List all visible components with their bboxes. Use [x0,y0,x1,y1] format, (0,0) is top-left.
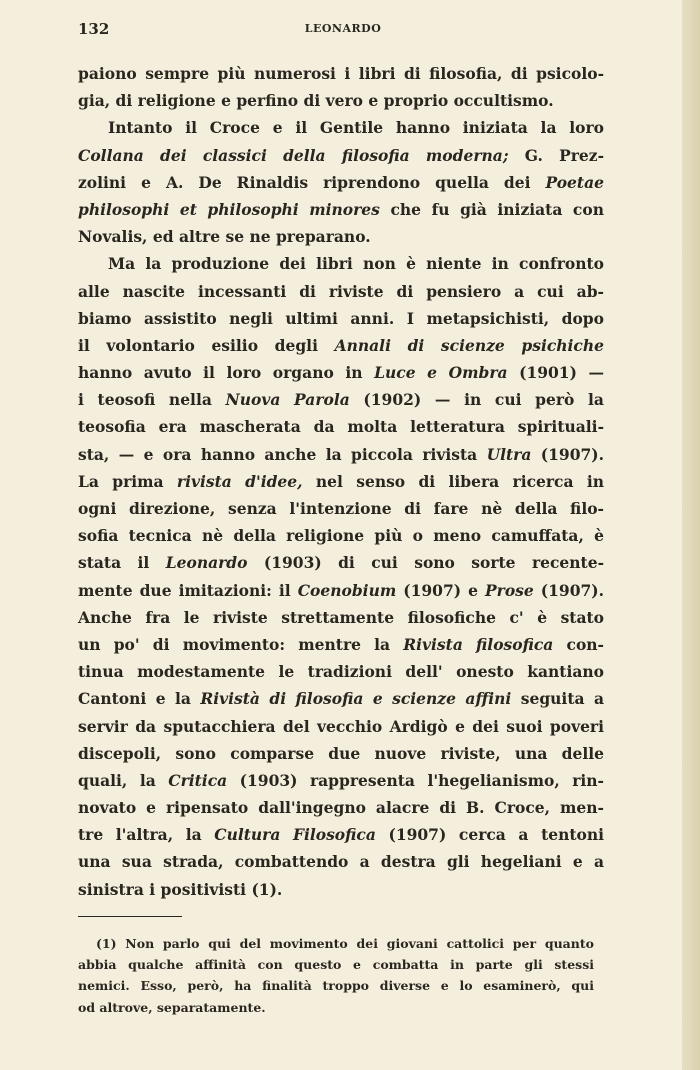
footnote-line: nemici. Esso, però, ha finalità troppo diverse e lo esaminerò, qui [78,978,594,994]
text-line: novato e ripensato dall'ingegno alacre di B. Croce, men- [78,798,604,818]
italic-title: Nuova Parola [225,390,350,410]
italic-title: Prose [485,580,534,600]
running-head-title: LEONARDO [304,22,382,35]
italic-title: Coenobium [297,580,397,600]
footnote-line: abbia qualche affinità con questo e combatta in parte gli stessi [78,957,594,973]
italic-title: rivista d'idee, [176,471,303,491]
text-line: sta, — e ora hanno anche la piccola rivista Ultra (1907). [78,444,604,464]
italic-title: Leonardo [165,553,248,573]
italic-title: philosophi et philosophi minores [78,199,380,219]
text-line: teosofia era mascherata da molta letteratura spirituali- [78,417,604,437]
text-line: discepoli, sono comparse due nuove riviste, una delle [78,743,604,763]
text-line: tre l'altra, la Cultura Filosofica (1907) cerca a tentoni [78,825,605,845]
text-line: philosophi et philosophi minores che fu già iniziata con [78,199,604,219]
footnote-divider [78,916,182,917]
footnote-line: (1) Non parlo qui del movimento dei giovani cattolici per quanto [96,936,594,951]
text-line: Ma la produzione dei libri non è niente in confronto [108,254,604,274]
text-line: hanno avuto il loro organo in Luce e Ombra (1901) — [78,363,604,383]
text-line: La prima rivista d'idee, nel senso di libera ricerca in [78,471,605,491]
text-line: biamo assistito negli ultimi anni. I metapsichisti, dopo [78,308,604,328]
body-text [78,60,604,903]
italic-title: Luce e Ombra [374,363,508,383]
text-line: zolini e A. De Rinaldis riprendono quella dei Poetae [78,172,604,192]
running-head [78,20,608,42]
text-line: gia, di religione e perfino di vero e proprio occultismo. [78,91,554,111]
text-line: sofia tecnica nè della religione più o meno camuffata, è [78,526,604,546]
text-line: Cantoni e la Rivistà di filosofia e scienze affini seguita a [78,689,604,709]
text-line: un po' di movimento: mentre la Rivista filosofica con- [78,634,604,654]
italic-title: Annali di scienze psichiche [334,335,604,355]
text-line: i teosofi nella Nuova Parola (1902) — in cui però la [78,390,604,410]
text-line: Collana dei classici della filosofia moderna; G. Prez- [78,145,604,165]
text-line: ogni direzione, senza l'intenzione di fare nè della filo- [78,499,604,518]
page-number: 132 [78,20,110,38]
text-line: tinua modestamente le tradizioni dell' onesto kantiano [78,662,604,682]
footnote-line: od altrove, separatamente. [78,999,266,1015]
text-line: servir da sputacchiera del vecchio Ardigò e dei suoi poveri [78,716,604,736]
text-line: stata il Leonardo (1903) di cui sono sorte recente- [78,553,605,573]
page-edge [682,0,700,1070]
text-line: Intanto il Croce e il Gentile hanno iniziata la loro [108,118,604,138]
text-line: paiono sempre più numerosi i libri di filosofia, di psicolo- [78,64,604,83]
text-line: il volontario esilio degli Annali di scienze psichiche [78,335,604,355]
text-line: sinistra i positivisti (1). [78,879,283,899]
italic-title: Rivista filosofica [403,634,554,654]
text-line: Anche fra le riviste strettamente filosofiche c' è stato [78,607,604,627]
text-line: una sua strada, combattendo a destra gli hegeliani e a [78,852,604,872]
italic-title: Collana dei classici della filosofia moderna; [78,145,509,165]
italic-title: Ultra [486,444,532,464]
italic-title: Cultura Filosofica [214,825,376,845]
text-line: alle nascite incessanti di riviste di pensiero a cui ab- [78,281,604,301]
italic-title: Poetae [545,172,604,192]
footnote [78,933,594,1018]
text-line: mente due imitazioni: il Coenobium (1907) e Prose (1907). [78,580,604,600]
text-line: quali, la Critica (1903) rappresenta l'hegelianismo, rin- [78,770,604,790]
text-line: Novalis, ed altre se ne preparano. [78,227,371,247]
italic-title: Rivistà di filosofia e scienze affini [200,689,512,709]
italic-title: Critica [168,770,228,790]
